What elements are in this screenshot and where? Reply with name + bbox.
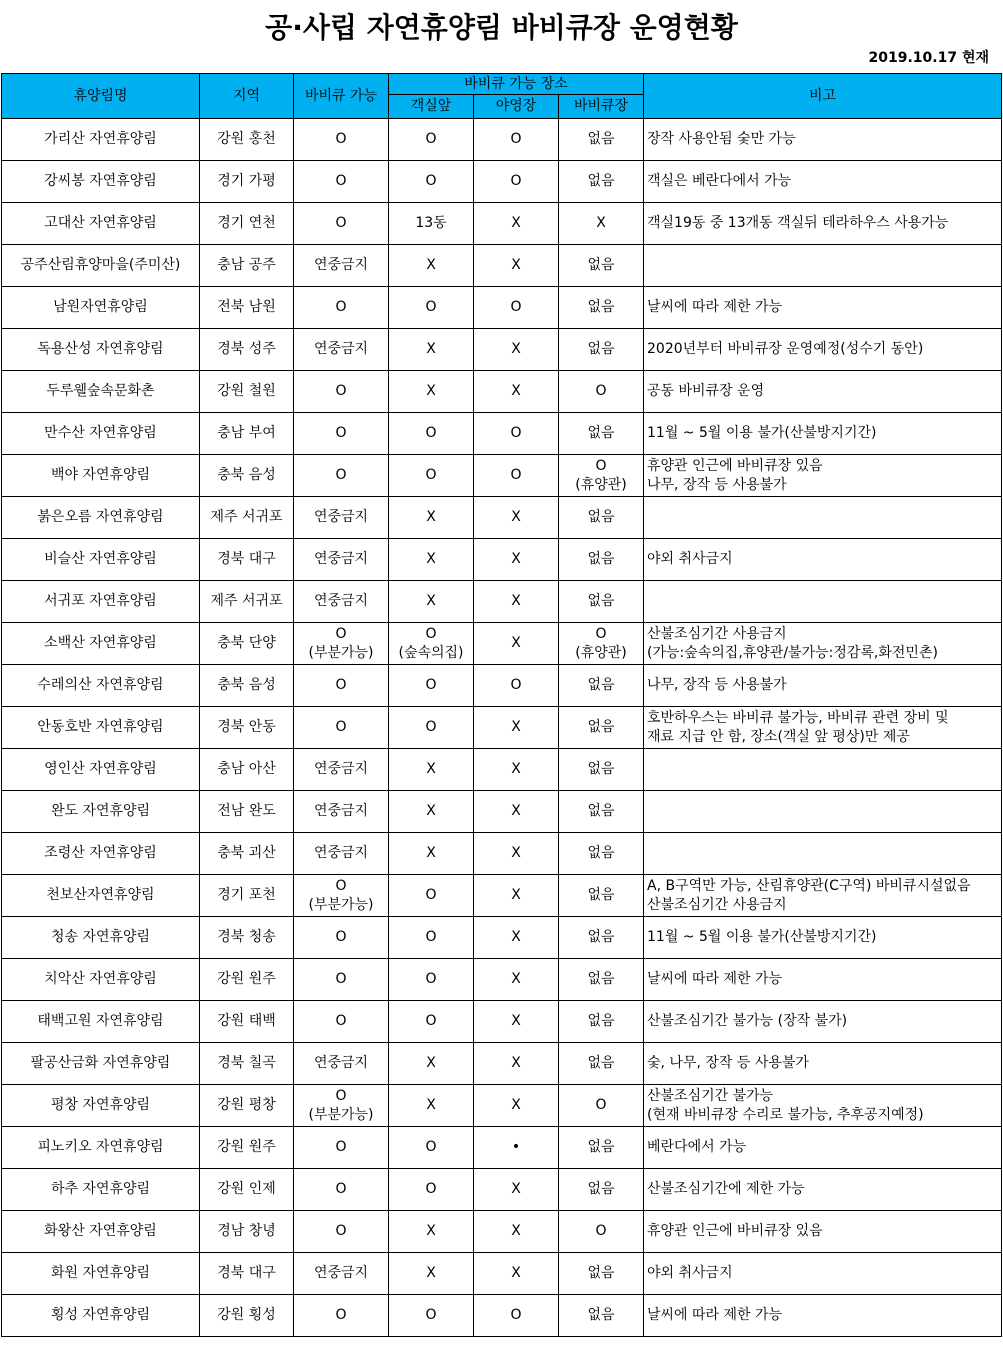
cell-bbq-area: 없음 bbox=[559, 917, 644, 959]
cell-note bbox=[644, 581, 1002, 623]
cell-bbq-detail: (부분가능) bbox=[308, 896, 374, 913]
cell-bbq: 연중금지 bbox=[294, 1043, 389, 1085]
cell-bbq-area: 없음 bbox=[559, 287, 644, 329]
cell-bbq: O bbox=[294, 455, 389, 497]
cell-bbq-area: 없음 bbox=[559, 1295, 644, 1337]
cell-bbq-area: 없음 bbox=[559, 791, 644, 833]
cell-note: 나무, 장작 등 사용불가 bbox=[644, 665, 1002, 707]
cell-bbq-area: 없음 bbox=[559, 161, 644, 203]
cell-room-front-detail: (숲속의집) bbox=[398, 644, 464, 661]
cell-name: 태백고원 자연휴양림 bbox=[2, 1001, 200, 1043]
cell-room-front: O bbox=[389, 1001, 474, 1043]
cell-campsite: X bbox=[474, 623, 559, 665]
cell-region: 전남 완도 bbox=[200, 791, 294, 833]
header-campsite: 야영장 bbox=[474, 95, 559, 119]
cell-room-front: X bbox=[389, 581, 474, 623]
table-row bbox=[2, 455, 1002, 497]
header-place-group: 바비큐 가능 장소 bbox=[389, 74, 644, 95]
table-row bbox=[2, 581, 1002, 623]
cell-name: 팔공산금화 자연휴양림 bbox=[2, 1043, 200, 1085]
cell-note-detail: (가능:숲속의집,휴양관/불가능:정감록,화전민촌) bbox=[647, 644, 938, 661]
cell-room-front: O bbox=[389, 119, 474, 161]
cell-region: 경북 청송 bbox=[200, 917, 294, 959]
table-row bbox=[2, 707, 1002, 749]
header-bbq-area: 바비큐장 bbox=[559, 95, 644, 119]
cell-region: 경북 대구 bbox=[200, 1253, 294, 1295]
cell-name: 횡성 자연휴양림 bbox=[2, 1295, 200, 1337]
cell-campsite: O bbox=[474, 1295, 559, 1337]
cell-campsite: O bbox=[474, 287, 559, 329]
cell-name: 소백산 자연휴양림 bbox=[2, 623, 200, 665]
cell-bbq: O bbox=[294, 287, 389, 329]
cell-region: 강원 원주 bbox=[200, 1127, 294, 1169]
cell-bbq-area: 없음 bbox=[559, 1001, 644, 1043]
cell-bbq-area: 없음 bbox=[559, 1253, 644, 1295]
cell-note: 공동 바비큐장 운영 bbox=[644, 371, 1002, 413]
cell-name: 두루웰숲속문화촌 bbox=[2, 371, 200, 413]
cell-campsite: X bbox=[474, 1211, 559, 1253]
cell-bbq-area: 없음 bbox=[559, 413, 644, 455]
cell-note: 야외 취사금지 bbox=[644, 539, 1002, 581]
cell-bbq: 연중금지 bbox=[294, 1253, 389, 1295]
cell-campsite: O bbox=[474, 413, 559, 455]
cell-note-detail: (현재 바비큐장 수리로 불가능, 추후공지예정) bbox=[647, 1106, 924, 1123]
table-row bbox=[2, 203, 1002, 245]
cell-campsite: X bbox=[474, 959, 559, 1001]
cell-bbq: 연중금지 bbox=[294, 581, 389, 623]
cell-room-front: X bbox=[389, 371, 474, 413]
cell-bbq-area: 없음 bbox=[559, 119, 644, 161]
cell-name: 수레의산 자연휴양림 bbox=[2, 665, 200, 707]
cell-name: 붉은오름 자연휴양림 bbox=[2, 497, 200, 539]
cell-name: 화왕산 자연휴양림 bbox=[2, 1211, 200, 1253]
cell-name: 가리산 자연휴양림 bbox=[2, 119, 200, 161]
cell-room-front: X bbox=[389, 1043, 474, 1085]
cell-region: 경기 가평 bbox=[200, 161, 294, 203]
cell-room-front: X bbox=[389, 245, 474, 287]
cell-note: 산불조심기간 불가능 (장작 불가) bbox=[644, 1001, 1002, 1043]
cell-bbq-area: 없음 bbox=[559, 1043, 644, 1085]
cell-campsite: X bbox=[474, 539, 559, 581]
cell-name: 치악산 자연휴양림 bbox=[2, 959, 200, 1001]
cell-name: 천보산자연휴양림 bbox=[2, 875, 200, 917]
cell-room-front: X bbox=[389, 329, 474, 371]
cell-bbq: 연중금지 bbox=[294, 245, 389, 287]
cell-note-detail: 재료 지급 안 함, 장소(객실 앞 평상)만 제공 bbox=[647, 728, 910, 745]
cell-name: 피노키오 자연휴양림 bbox=[2, 1127, 200, 1169]
cell-bbq: O bbox=[294, 161, 389, 203]
cell-bbq-area: 없음 bbox=[559, 707, 644, 749]
cell-bbq-area: O bbox=[559, 371, 644, 413]
table-row bbox=[2, 119, 1002, 161]
cell-region: 제주 서귀포 bbox=[200, 581, 294, 623]
cell-bbq-area: O bbox=[559, 1085, 644, 1127]
cell-bbq: O bbox=[294, 665, 389, 707]
cell-name: 평창 자연휴양림 bbox=[2, 1085, 200, 1127]
cell-room-front: X bbox=[389, 833, 474, 875]
table-row bbox=[2, 917, 1002, 959]
cell-bbq: O bbox=[294, 959, 389, 1001]
cell-note-value: 산불조심기간 불가능 bbox=[647, 1087, 774, 1104]
cell-bbq: O bbox=[294, 371, 389, 413]
cell-campsite: X bbox=[474, 917, 559, 959]
cell-region: 경북 성주 bbox=[200, 329, 294, 371]
cell-name: 하추 자연휴양림 bbox=[2, 1169, 200, 1211]
as-of-date: 2019.10.17 현재 bbox=[868, 50, 989, 66]
table-row bbox=[2, 623, 1002, 665]
cell-note bbox=[644, 455, 1002, 497]
table-row bbox=[2, 665, 1002, 707]
cell-campsite: X bbox=[474, 749, 559, 791]
cell-bbq: 연중금지 bbox=[294, 497, 389, 539]
cell-bbq-value: O bbox=[335, 1087, 347, 1104]
cell-room-front: X bbox=[389, 497, 474, 539]
cell-bbq-value: O bbox=[335, 877, 347, 894]
cell-name: 조령산 자연휴양림 bbox=[2, 833, 200, 875]
cell-campsite: O bbox=[474, 665, 559, 707]
cell-bbq-detail: (부분가능) bbox=[308, 644, 374, 661]
cell-bbq-area: 없음 bbox=[559, 959, 644, 1001]
cell-bbq bbox=[294, 1085, 389, 1127]
table-row bbox=[2, 1127, 1002, 1169]
cell-campsite: X bbox=[474, 707, 559, 749]
table-row bbox=[2, 1295, 1002, 1337]
cell-note-value: A, B구역만 가능, 산림휴양관(C구역) 바비큐시설없음 bbox=[647, 877, 971, 894]
cell-room-front: O bbox=[389, 413, 474, 455]
cell-note-detail: 나무, 장작 등 사용불가 bbox=[647, 476, 787, 493]
cell-note bbox=[644, 749, 1002, 791]
cell-name: 백야 자연휴양림 bbox=[2, 455, 200, 497]
cell-bbq-value: O bbox=[335, 625, 347, 642]
cell-campsite: X bbox=[474, 1085, 559, 1127]
cell-campsite: X bbox=[474, 203, 559, 245]
cell-bbq: O bbox=[294, 1169, 389, 1211]
cell-bbq-area: 없음 bbox=[559, 581, 644, 623]
cell-name: 독용산성 자연휴양림 bbox=[2, 329, 200, 371]
cell-bbq-area: X bbox=[559, 203, 644, 245]
cell-region: 전북 남원 bbox=[200, 287, 294, 329]
cell-room-front: X bbox=[389, 1085, 474, 1127]
cell-bbq: 연중금지 bbox=[294, 539, 389, 581]
cell-bbq-area: O bbox=[559, 1211, 644, 1253]
header-region: 지역 bbox=[200, 74, 294, 119]
cell-bbq: O bbox=[294, 1001, 389, 1043]
header-room-front: 객실앞 bbox=[389, 95, 474, 119]
cell-bbq: 연중금지 bbox=[294, 329, 389, 371]
cell-bbq: O bbox=[294, 413, 389, 455]
cell-room-front: O bbox=[389, 287, 474, 329]
table-row bbox=[2, 1085, 1002, 1127]
cell-note: 객실19동 중 13개동 객실뒤 테라하우스 사용가능 bbox=[644, 203, 1002, 245]
cell-region: 강원 태백 bbox=[200, 1001, 294, 1043]
cell-bbq-area: 없음 bbox=[559, 1127, 644, 1169]
cell-note: 11월 ~ 5월 이용 불가(산불방지기간) bbox=[644, 917, 1002, 959]
cell-region: 경남 창녕 bbox=[200, 1211, 294, 1253]
cell-note-value: 휴양관 인근에 바비큐장 있음 bbox=[647, 457, 823, 474]
cell-name: 남원자연휴양림 bbox=[2, 287, 200, 329]
cell-note: 휴양관 인근에 바비큐장 있음 bbox=[644, 1211, 1002, 1253]
header-name: 휴양림명 bbox=[2, 74, 200, 119]
cell-region: 경북 대구 bbox=[200, 539, 294, 581]
cell-campsite: O bbox=[474, 455, 559, 497]
cell-region: 강원 인제 bbox=[200, 1169, 294, 1211]
cell-bbq: 연중금지 bbox=[294, 791, 389, 833]
cell-note: 2020년부터 바비큐장 운영예정(성수기 동안) bbox=[644, 329, 1002, 371]
cell-bbq-area: 없음 bbox=[559, 245, 644, 287]
cell-bbq-area: 없음 bbox=[559, 329, 644, 371]
table-row bbox=[2, 1211, 1002, 1253]
table-row bbox=[2, 875, 1002, 917]
cell-bbq: O bbox=[294, 1127, 389, 1169]
cell-region: 강원 홍천 bbox=[200, 119, 294, 161]
header-note: 비고 bbox=[644, 74, 1002, 119]
cell-room-front: O bbox=[389, 161, 474, 203]
cell-region: 강원 평창 bbox=[200, 1085, 294, 1127]
cell-note-value: 호반하우스는 바비큐 불가능, 바비큐 관련 장비 및 bbox=[647, 709, 949, 726]
cell-bbq-area bbox=[559, 623, 644, 665]
cell-note: 산불조심기간에 제한 가능 bbox=[644, 1169, 1002, 1211]
cell-bbq bbox=[294, 875, 389, 917]
cell-room-front-value: O bbox=[425, 625, 437, 642]
cell-region: 경기 포천 bbox=[200, 875, 294, 917]
table-body bbox=[2, 119, 1002, 1337]
cell-note bbox=[644, 497, 1002, 539]
cell-room-front: O bbox=[389, 959, 474, 1001]
cell-campsite: O bbox=[474, 161, 559, 203]
cell-region: 충북 음성 bbox=[200, 665, 294, 707]
cell-name: 완도 자연휴양림 bbox=[2, 791, 200, 833]
cell-note: 장작 사용안됨 숯만 가능 bbox=[644, 119, 1002, 161]
cell-region: 경기 연천 bbox=[200, 203, 294, 245]
cell-bbq-area: 없음 bbox=[559, 833, 644, 875]
cell-campsite: X bbox=[474, 791, 559, 833]
cell-note: 객실은 베란다에서 가능 bbox=[644, 161, 1002, 203]
cell-room-front: O bbox=[389, 917, 474, 959]
cell-note: 날씨에 따라 제한 가능 bbox=[644, 959, 1002, 1001]
cell-region: 충북 괴산 bbox=[200, 833, 294, 875]
table-row bbox=[2, 959, 1002, 1001]
cell-bbq-area: 없음 bbox=[559, 665, 644, 707]
cell-campsite: X bbox=[474, 1043, 559, 1085]
cell-bbq: O bbox=[294, 1211, 389, 1253]
cell-name: 청송 자연휴양림 bbox=[2, 917, 200, 959]
cell-note bbox=[644, 791, 1002, 833]
header-bbq-available: 바비큐 가능 bbox=[294, 74, 389, 119]
cell-note: 베란다에서 가능 bbox=[644, 1127, 1002, 1169]
table-row bbox=[2, 539, 1002, 581]
cell-note bbox=[644, 1085, 1002, 1127]
cell-note: 날씨에 따라 제한 가능 bbox=[644, 1295, 1002, 1337]
cell-room-front: X bbox=[389, 791, 474, 833]
table-row bbox=[2, 1253, 1002, 1295]
cell-campsite: X bbox=[474, 497, 559, 539]
cell-room-front: O bbox=[389, 1295, 474, 1337]
cell-name: 화원 자연휴양림 bbox=[2, 1253, 200, 1295]
cell-region: 강원 횡성 bbox=[200, 1295, 294, 1337]
cell-region: 충남 부여 bbox=[200, 413, 294, 455]
cell-note bbox=[644, 245, 1002, 287]
cell-room-front: O bbox=[389, 707, 474, 749]
cell-bbq-area: 없음 bbox=[559, 1169, 644, 1211]
cell-room-front: O bbox=[389, 875, 474, 917]
cell-room-front: X bbox=[389, 1211, 474, 1253]
page-title: 공·사립 자연휴양림 바비큐장 운영현황 bbox=[265, 11, 738, 44]
table-row bbox=[2, 287, 1002, 329]
cell-name: 안동호반 자연휴양림 bbox=[2, 707, 200, 749]
table-row bbox=[2, 329, 1002, 371]
cell-room-front: X bbox=[389, 1253, 474, 1295]
cell-note: 야외 취사금지 bbox=[644, 1253, 1002, 1295]
table-row bbox=[2, 497, 1002, 539]
cell-bbq-area: 없음 bbox=[559, 875, 644, 917]
cell-bbq-detail: (부분가능) bbox=[308, 1106, 374, 1123]
cell-note bbox=[644, 707, 1002, 749]
cell-bbq: 연중금지 bbox=[294, 749, 389, 791]
bbq-status-table bbox=[1, 73, 1002, 1337]
cell-name: 만수산 자연휴양림 bbox=[2, 413, 200, 455]
header-row bbox=[2, 74, 1002, 95]
cell-campsite: O bbox=[474, 119, 559, 161]
cell-campsite: X bbox=[474, 329, 559, 371]
table-row bbox=[2, 1001, 1002, 1043]
cell-region: 경북 안동 bbox=[200, 707, 294, 749]
cell-bbq-area-value: O bbox=[595, 625, 607, 642]
cell-campsite: X bbox=[474, 1001, 559, 1043]
cell-campsite: X bbox=[474, 371, 559, 413]
table-row bbox=[2, 749, 1002, 791]
cell-bbq: O bbox=[294, 1295, 389, 1337]
cell-name: 강씨봉 자연휴양림 bbox=[2, 161, 200, 203]
cell-note bbox=[644, 875, 1002, 917]
table-row bbox=[2, 833, 1002, 875]
cell-bbq: O bbox=[294, 917, 389, 959]
table-row bbox=[2, 413, 1002, 455]
cell-name: 서귀포 자연휴양림 bbox=[2, 581, 200, 623]
cell-note bbox=[644, 833, 1002, 875]
cell-bbq-area-detail: (휴양관) bbox=[575, 476, 627, 493]
cell-note: 11월 ~ 5월 이용 불가(산불방지기간) bbox=[644, 413, 1002, 455]
cell-region: 제주 서귀포 bbox=[200, 497, 294, 539]
cell-note: 숯, 나무, 장작 등 사용불가 bbox=[644, 1043, 1002, 1085]
table-row bbox=[2, 1043, 1002, 1085]
cell-bbq: 연중금지 bbox=[294, 833, 389, 875]
cell-name: 영인산 자연휴양림 bbox=[2, 749, 200, 791]
cell-region: 충남 공주 bbox=[200, 245, 294, 287]
cell-room-front: 13동 bbox=[389, 203, 474, 245]
cell-bbq-area-value: O bbox=[595, 457, 607, 474]
cell-campsite: X bbox=[474, 1169, 559, 1211]
cell-name: 공주산림휴양마을(주미산) bbox=[2, 245, 200, 287]
cell-room-front: X bbox=[389, 539, 474, 581]
cell-campsite: X bbox=[474, 245, 559, 287]
cell-campsite: X bbox=[474, 833, 559, 875]
cell-room-front: O bbox=[389, 665, 474, 707]
cell-bbq-area: 없음 bbox=[559, 749, 644, 791]
cell-room-front: O bbox=[389, 455, 474, 497]
table-row bbox=[2, 1169, 1002, 1211]
cell-bbq-area: 없음 bbox=[559, 497, 644, 539]
table-row bbox=[2, 371, 1002, 413]
cell-note bbox=[644, 623, 1002, 665]
table-row bbox=[2, 161, 1002, 203]
cell-bbq: O bbox=[294, 707, 389, 749]
cell-room-front: O bbox=[389, 1127, 474, 1169]
cell-bbq-area-detail: (휴양관) bbox=[575, 644, 627, 661]
cell-note: 날씨에 따라 제한 가능 bbox=[644, 287, 1002, 329]
cell-bbq bbox=[294, 623, 389, 665]
cell-campsite: • bbox=[474, 1127, 559, 1169]
cell-room-front bbox=[389, 623, 474, 665]
cell-region: 충북 음성 bbox=[200, 455, 294, 497]
cell-name: 고대산 자연휴양림 bbox=[2, 203, 200, 245]
cell-region: 충북 단양 bbox=[200, 623, 294, 665]
table-row bbox=[2, 791, 1002, 833]
cell-bbq-area bbox=[559, 455, 644, 497]
cell-campsite: X bbox=[474, 581, 559, 623]
cell-note-value: 산불조심기간 사용금지 bbox=[647, 625, 787, 642]
cell-bbq-area: 없음 bbox=[559, 539, 644, 581]
cell-region: 강원 철원 bbox=[200, 371, 294, 413]
table-row bbox=[2, 245, 1002, 287]
cell-bbq: O bbox=[294, 119, 389, 161]
cell-campsite: X bbox=[474, 875, 559, 917]
cell-room-front: X bbox=[389, 749, 474, 791]
cell-bbq: O bbox=[294, 203, 389, 245]
cell-campsite: X bbox=[474, 1253, 559, 1295]
cell-region: 강원 원주 bbox=[200, 959, 294, 1001]
cell-note-detail: 산불조심기간 사용금지 bbox=[647, 896, 787, 913]
cell-region: 충남 아산 bbox=[200, 749, 294, 791]
cell-region: 경북 칠곡 bbox=[200, 1043, 294, 1085]
cell-room-front: O bbox=[389, 1169, 474, 1211]
cell-name: 비슬산 자연휴양림 bbox=[2, 539, 200, 581]
